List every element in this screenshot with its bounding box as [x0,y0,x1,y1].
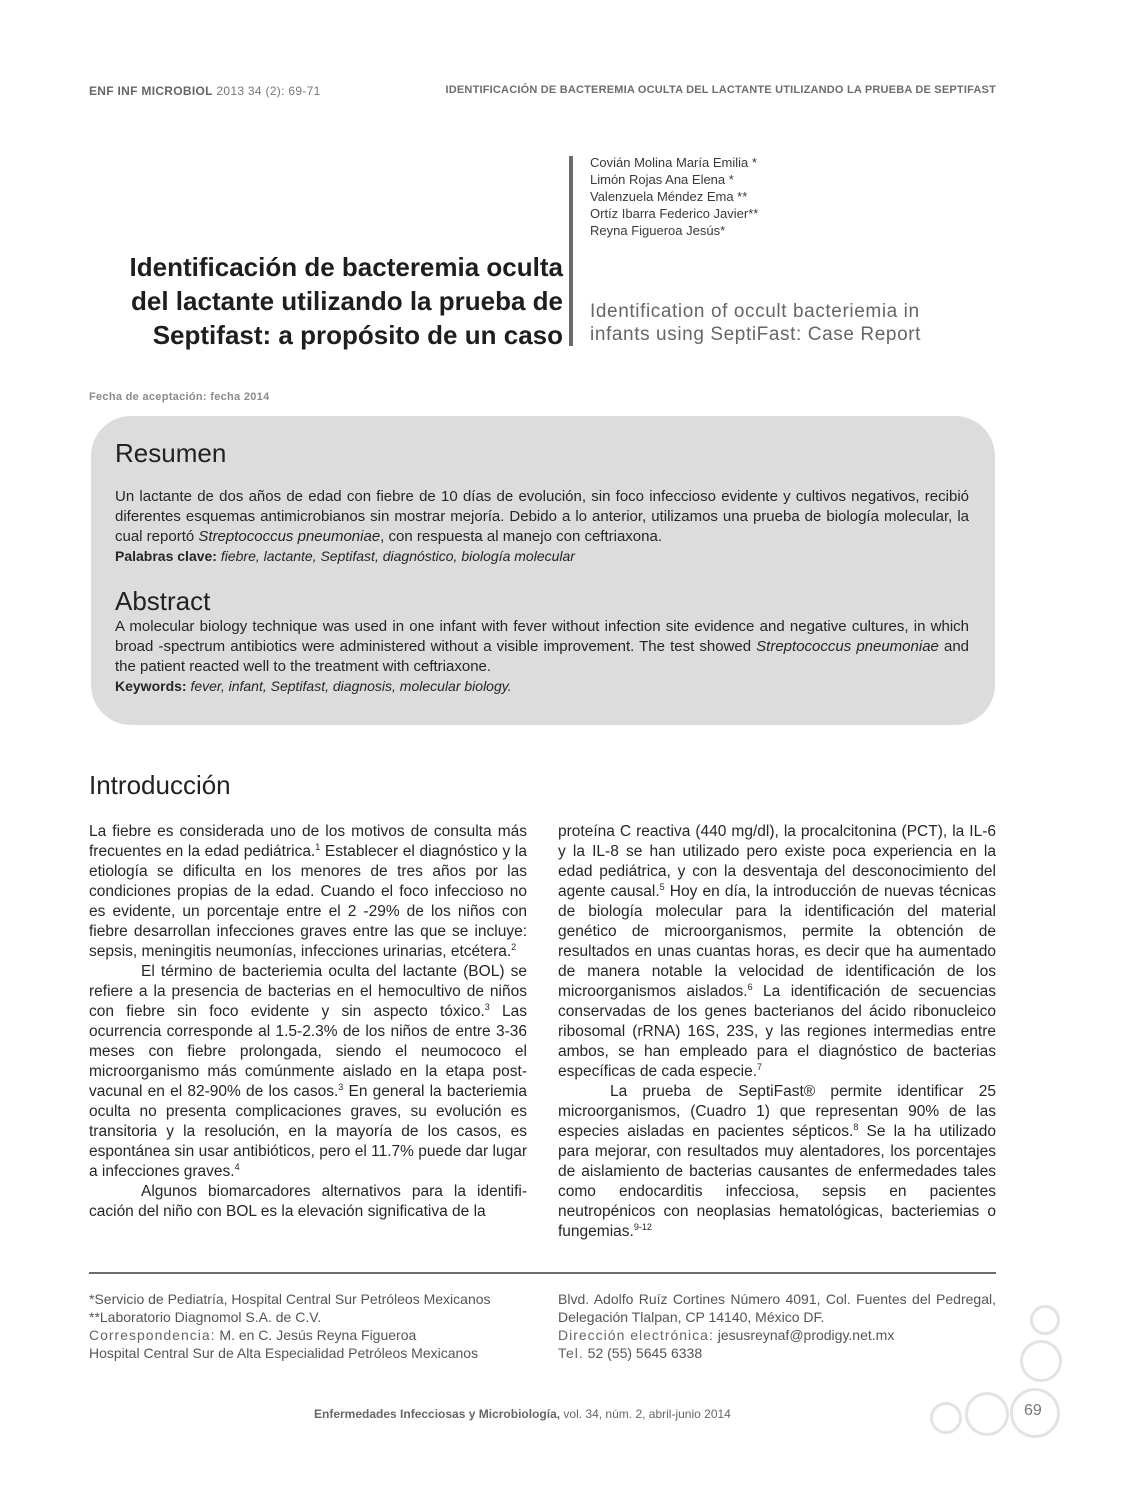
page-footer: Enfermedades Infecciosas y Microbiología, vol. 34, núm. 2, abril-junio 2014 [314,1407,731,1421]
decorative-circle [965,1392,1009,1436]
body-column-left [89,822,527,1222]
decorative-circle [1030,1305,1060,1335]
footnotes-right [558,1290,996,1362]
footnote-divider [89,1272,996,1274]
paragraph: proteína C reactiva (440 mg/dl), la procalcitonina (PCT), la IL-6 y la IL-8 se han utilizado pero existe poca experiencia en la edad pediátrica, y con la desventaja del desconocimiento del agente causal.$^5$ Hoy en día, la introducción de nuevas técnicas de biología molecular para la identificación del material genético de microorganismos, permite la obtención de resultados en unas cuantas horas, es decir que ha aumentado de manera notable la velocidad de identificación de los microorganismos aislados.$^6$ La identificación de secuencias conservadas de los genes bacterianos del ácido ribonucleico ribosomal (rRNA) 16S, 23S, y las regiones intermedias entre ambos, se han empleado para el diagnóstico de bacterias específicas de cada especie.$^7$ [558,823,996,1080]
paragraph: El término de bacteriemia oculta del lactante (BOL) se refiere a la presencia de bacterias en el hemocultivo de niños con fiebre sin foco evidente y sin aspecto tóxico.$^3$ Las ocurrencia corresponde al 1.5-2.3% de los niños de entre 3-36 meses con fiebre prolongada, siendo el neumococo el microorganismo más comúnmente aislado en la etapa post-vacunal en el 82-90% de los casos.$^3$ En general la bacteriemia oculta no presenta complicaciones graves, su evolución es transitoria y la resolución, en la mayoría de los casos, es espontánea sin usar antibióticos, pero el 11.7% puede dar lugar a infecciones graves.$^4$ [89,963,527,1180]
hospital: Hospital Central Sur de Alta Especialidad Petróleos Mexicanos [89,1345,479,1361]
author-list [590,154,758,239]
resumen-section [115,438,969,565]
intro-heading: Introducción [89,770,231,800]
body-column-right [558,822,996,1242]
affiliation: *Servicio de Pediatría, Hospital Central Sur Petróleos Mexicanos [89,1291,491,1307]
author: Reyna Figueroa Jesús* [590,223,726,238]
resumen-keywords: Palabras clave: fiebre, lactante, Septifast, diagnóstico, biología molecular [115,548,575,564]
resumen-heading: Resumen [115,438,227,468]
paragraph: Algunos biomarcadores alternativos para la identificación del niño con BOL es la elevación significativa de la [89,1183,527,1220]
footnotes-left [89,1290,529,1362]
abstract-section [115,586,969,695]
abstract-heading: Abstract [115,586,211,616]
paragraph: La prueba de SeptiFast® permite identificar 25 microorganismos, (Cuadro 1) que representan 90% de las especies aisladas en pacientes sépticos.$^8$ Se la ha utilizado para mejorar, con resultados muy alentadores, los porcentajes de aislamiento de bacterias causantes de enfermedades tales como endocarditis infecciosa, sepsis en pacientes neutropénicos con neoplasias hematológicas, bacteriemias o fungemias.$^{9-12}$ [558,1083,996,1240]
abstract-keywords: Keywords: fever, infant, Septifast, diagnosis, molecular biology. [115,678,512,694]
decorative-circle [1020,1340,1062,1382]
paragraph: La fiebre es considerada uno de los motivos de consulta más frecuentes en la edad pediátrica.$^1$ Establecer el diagnóstico y la etiología se dificulta en los menores de tres años por las condiciones propias de la edad. Cuando el foco infeccioso no es evidente, un porcentaje entre el 2 -29% de los niños con fiebre desarrollan infecciones graves entre las que se incluye: sepsis, meningitis neumonías, infecciones urinarias, etcétera.$^2$ [89,823,527,960]
journal-citation: ENF INF MICROBIOL 2013 34 (2): 69-71 [89,84,321,98]
resumen-text: Un lactante de dos años de edad con fiebre de 10 días de evolución, sin foco infeccioso evidente y cultivos negativos, recibió diferentes esquemas antimicrobianos sin mostrar mejoría. Debido a lo anterior, utilizamos una prueba de biología molecular, la cual reportó Streptococcus pneumoniae, con respuesta al manejo con ceftriaxona. [115,488,969,545]
article-title-es: Identificación de bacteremia oculta del lactante utilizando la prueba de Septifast: a propósito de un caso [129,252,563,350]
author: Covián Molina María Emilia * [590,155,757,170]
telephone: Tel. 52 (55) 5645 6338 [558,1345,703,1361]
title-divider [569,156,573,346]
author: Valenzuela Méndez Ema ** [590,189,748,204]
address: Blvd. Adolfo Ruíz Cortines Número 4091, Col. Fuentes del Pedregal, Delegación Tlalpan, CP 14140, México DF. [558,1291,996,1325]
acceptance-date: Fecha de aceptación: fecha 2014 [89,391,270,403]
abstract-box [91,416,995,725]
author: Limón Rojas Ana Elena * [590,172,734,187]
correspondence: Correspondencia: M. en C. Jesús Reyna Figueroa [89,1327,417,1343]
abstract-text: A molecular biology technique was used in one infant with fever without infection site evidence and negative cultures, in which broad -spectrum antibiotics were administered without a visible improvement. The test showed Streptococcus pneumoniae and the patient reacted well to the treatment with ceftriaxone. [115,618,970,675]
running-title: IDENTIFICACIÓN DE BACTEREMIA OCULTA DEL LACTANTE UTILIZANDO LA PRUEBA DE SEPTIFAST [445,84,996,96]
email: Dirección electrónica: jesusreynaf@prodigy.net.mx [558,1327,895,1343]
article-title-en: Identification of occult bacteriemia in infants using SeptiFast: Case Report [590,301,922,345]
affiliation: **Laboratorio Diagnomol S.A. de C.V. [89,1309,322,1325]
page-number: 69 [1024,1402,1042,1419]
author: Ortíz Ibarra Federico Javier** [590,206,759,221]
decorative-circle [930,1402,962,1434]
